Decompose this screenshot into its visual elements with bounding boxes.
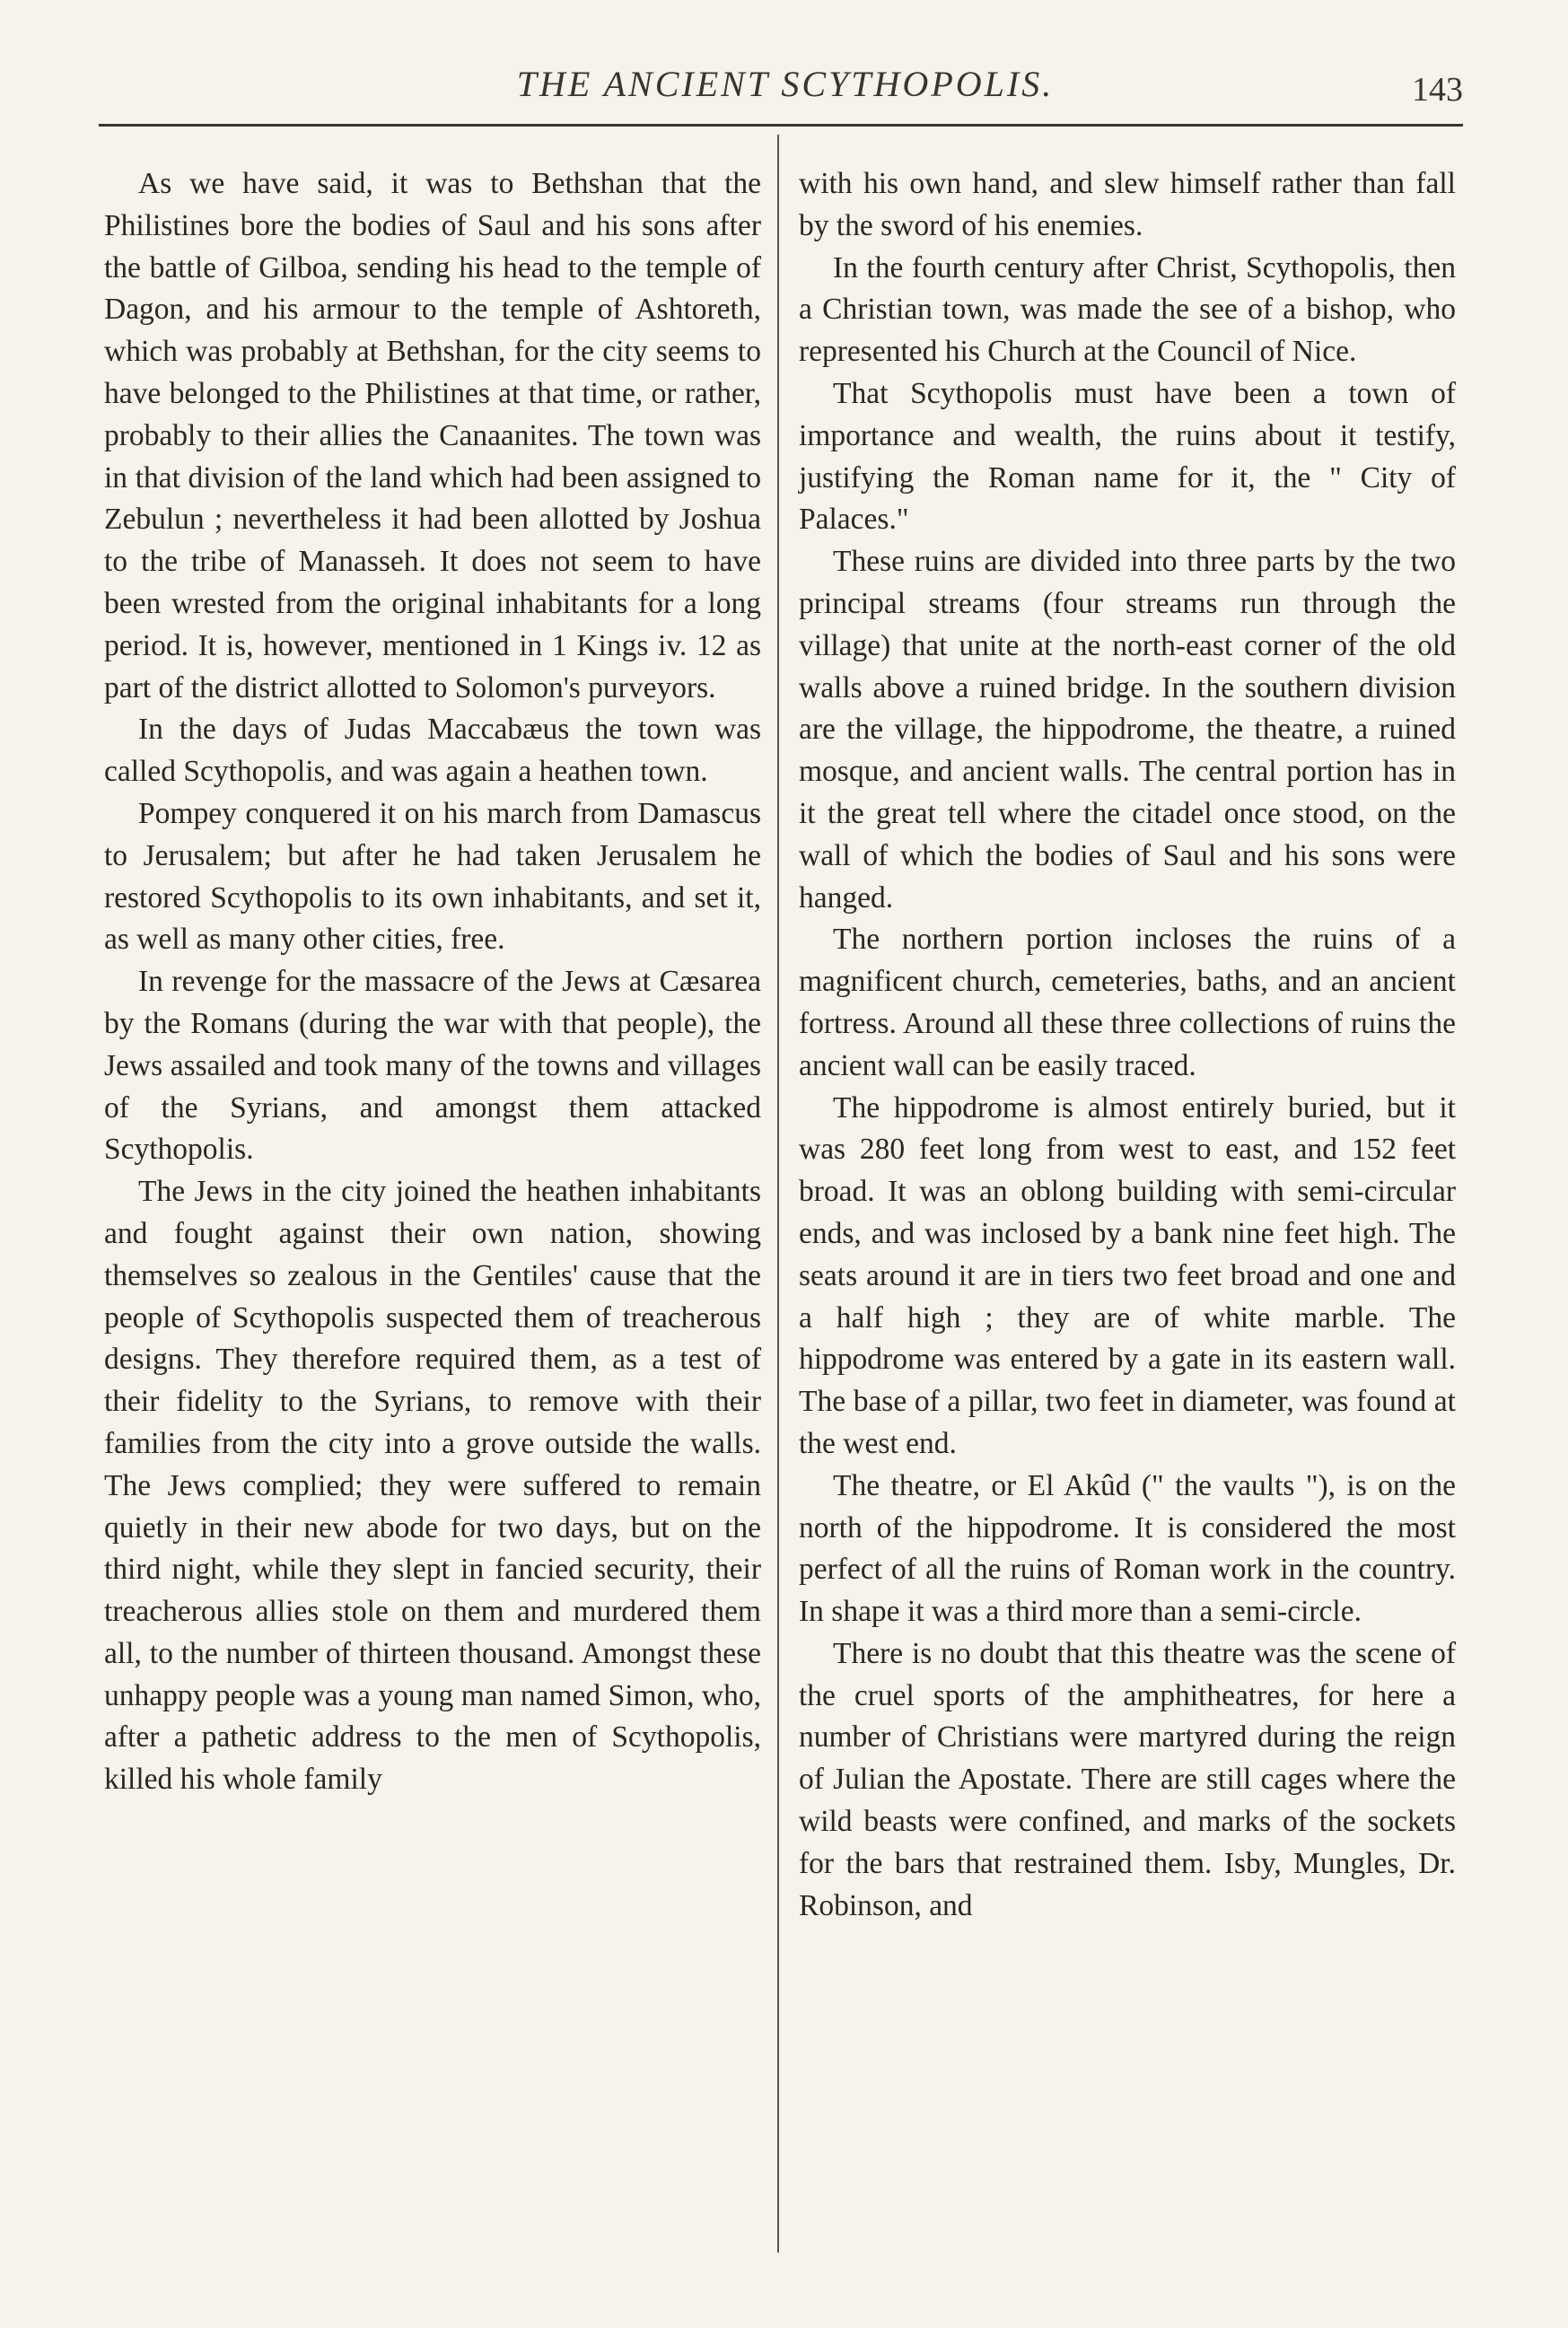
paragraph: The theatre, or El Akûd (" the vaults "), is on the north of the hippodrome. It is considered the most perfect of all the ruins of Roman work in the country. In shape it was a third more than a semi-circle. [799,1468,1456,1629]
paragraph: The Jews in the city joined the heathen inhabitants and fought against their own nation, showing themselves so zealous in the Gentiles' cause that the people of Scythopolis suspected them of treacherous designs. They therefore required them, as a test of their fidelity to the Syrians, to remove with their families from the city into a grove outside the walls. The Jews complied; they were suffered to remain quietly in their new abode for two days, but on the third night, while they slept in fancied security, their treacherous allies stole on them and murdered them all, to the number of thirteen thousand. Amongst these unhappy people was a young man named Simon, who, after a pathetic address to the men of Scythopolis, killed his whole family [104,1175,761,1797]
paragraph: In the fourth century after Christ, Scythopolis, then a Christian town, was made the see of a bishop, who represented his Church at the Council of Nice. [799,250,1456,369]
header-rule [99,124,1463,127]
paragraph: The hippodrome is almost entirely buried, but it was 280 feet long from west to east, and 152 feet broad. It was an oblong building with semi-circular ends, and was inclosed by a bank nine feet high. The seats around it are in tiers two feet broad and one and a half high ; they are of white marble. The hippodrome was entered by a gate in its eastern wall. The base of a pillar, two feet in diameter, was found at the west end. [799,1090,1456,1460]
paragraph: Pompey conquered it on his march from Damascus to Jerusalem; but after he had taken Jerusalem he restored Scythopolis to its own inhabitants, and set it, as well as many other cities, free. [104,796,761,957]
right-column [799,163,1456,1927]
paragraph: In the days of Judas Maccabæus the town was called Scythopolis, and was again a heathen town. [104,713,761,789]
left-column [104,163,761,1801]
paragraph: As we have said, it was to Bethshan that the Philistines bore the bodies of Saul and his sons after the battle of Gilboa, sending his head to the temple of Dagon, and his armour to the temple of Ashtoreth, which was probably at Bethshan, for the city seems to have belonged to the Philistines at that time, or rather, probably to their allies the Canaanites. The town was in that division of the land which had been assigned to Zebulun ; nevertheless it had been allotted by Joshua to the tribe of Manasseh. It does not seem to have been wrested from the original inhabitants for a long period. It is, however, mentioned in 1 Kings iv. 12 as part of the district allotted to Solomon's purveyors. [104,167,761,705]
column-divider [777,135,779,2253]
paragraph: These ruins are divided into three parts by the two principal streams (four streams run through the village) that unite at the north-east corner of the old walls above a ruined bridge. In the southern division are the village, the hippodrome, the theatre, a ruined mosque, and ancient walls. The central portion has in it the great tell where the citadel once stood, on the wall of which the bodies of Saul and his sons were hanged. [799,545,1456,915]
paragraph: The northern portion incloses the ruins of a magnificent church, cemeteries, baths, and an ancient fortress. Around all these three collections of ruins the ancient wall can be easily traced. [799,923,1456,1082]
paragraph: In revenge for the massacre of the Jews at Cæsarea by the Romans (during the war with that people), the Jews assailed and took many of the towns and villages of the Syrians, and amongst them attacked Scythopolis. [104,965,761,1167]
running-title: THE ANCIENT SCYTHOPOLIS. [516,64,1055,104]
page-number: 143 [1412,71,1463,109]
paragraph-continuation: with his own hand, and slew himself rather than fall by the sword of his enemies. [799,167,1456,242]
paragraph: There is no doubt that this theatre was the scene of the cruel sports of the amphitheatres, for here a number of Christians were martyred during the reign of Julian the Apostate. There are still cages where the wild beasts were confined, and marks of the sockets for the bars that restrained them. Isby, Mungles, Dr. Robinson, and [799,1636,1456,1922]
paragraph: That Scythopolis must have been a town of importance and wealth, the ruins about it testify, justifying the Roman name for it, the " City of Palaces." [799,376,1456,537]
